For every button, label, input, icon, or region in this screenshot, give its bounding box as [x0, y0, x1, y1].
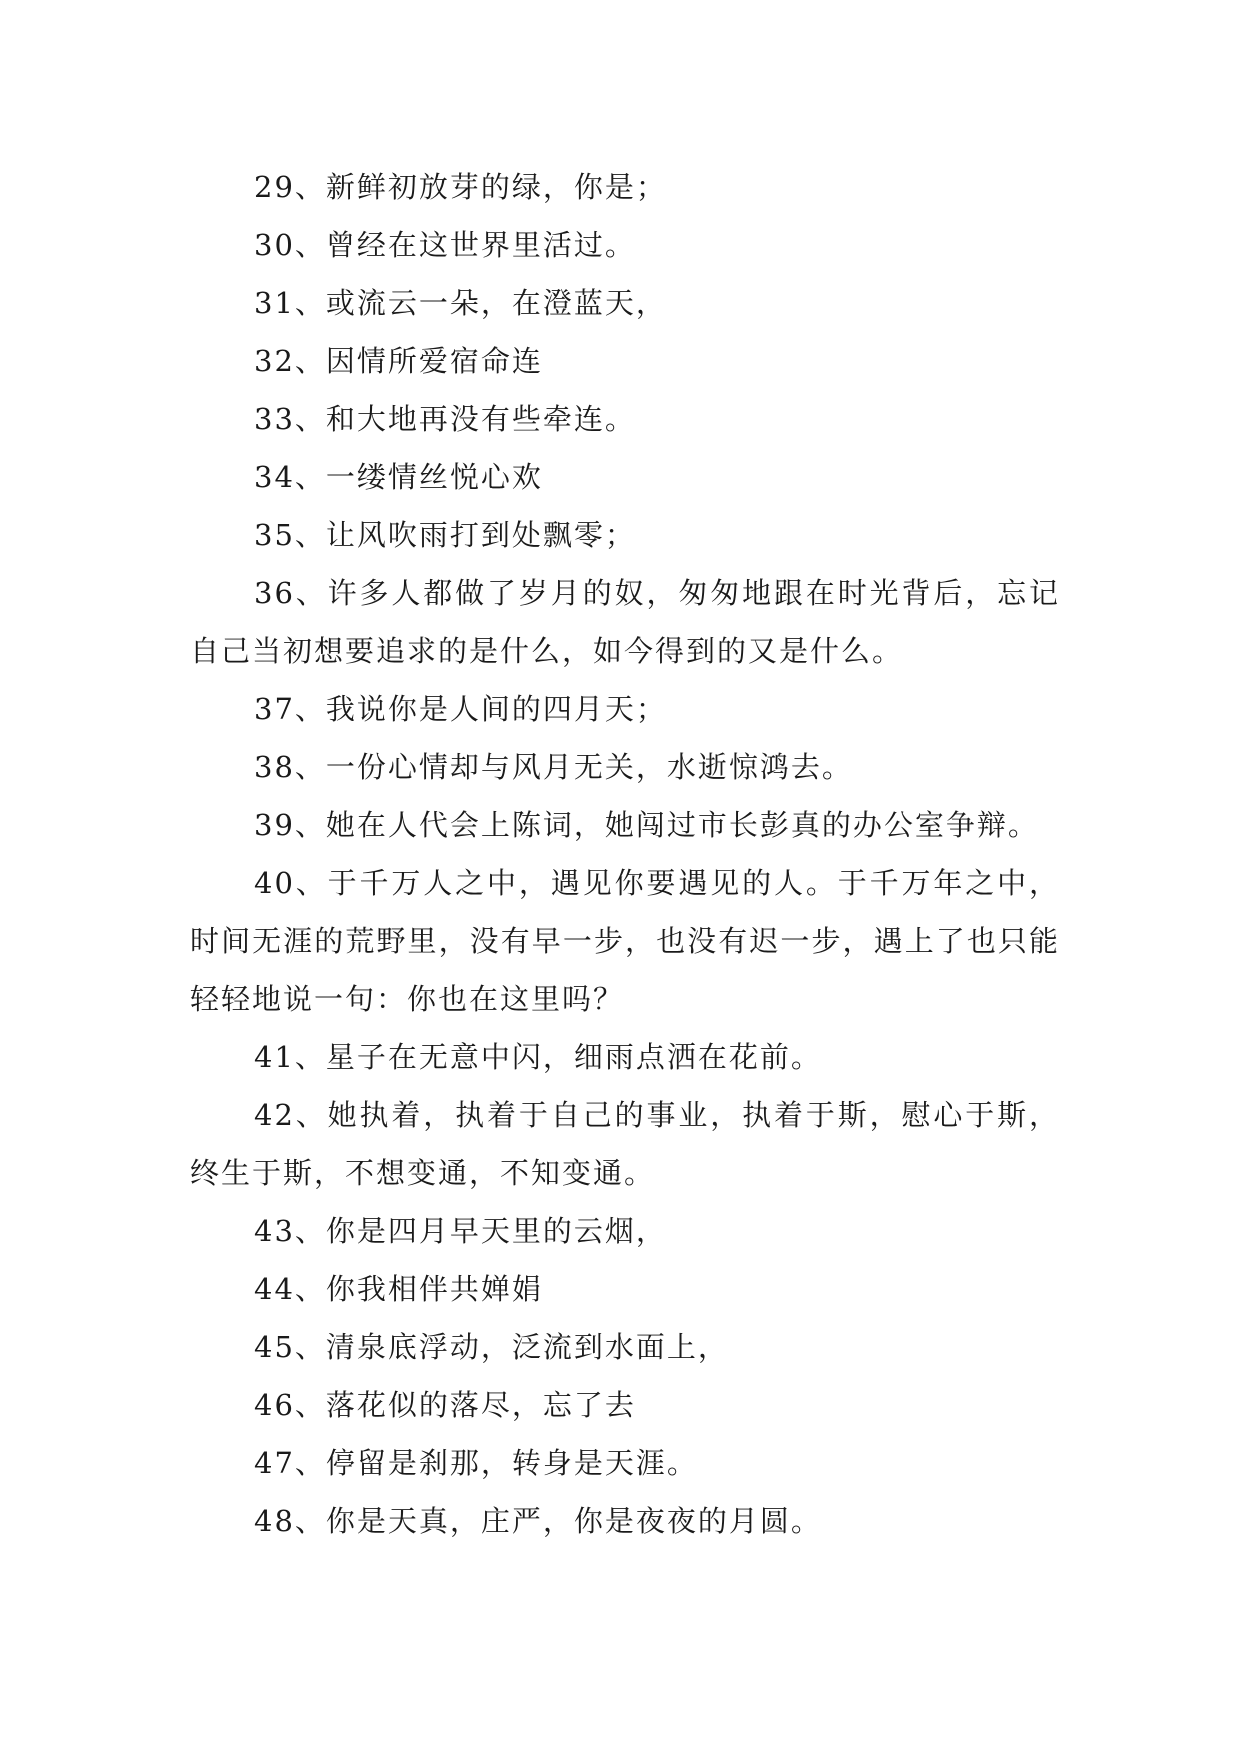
paragraph-42: 42、她执着，执着于自己的事业，执着于斯，慰心于斯，终生于斯，不想变通，不知变通。 [190, 1098, 1060, 1190]
paragraph-39: 39、她在人代会上陈词，她闯过市长彭真的办公室争辩。 [254, 808, 1039, 842]
paragraph-35: 35、让风吹雨打到处飘零； [254, 518, 636, 552]
paragraph-44: 44、你我相伴共婵娟 [254, 1272, 543, 1306]
paragraph-45: 45、清泉底浮动，泛流到水面上， [254, 1330, 729, 1364]
paragraph-34: 34、一缕情丝悦心欢 [254, 460, 543, 494]
paragraph-31: 31、或流云一朵，在澄蓝天， [254, 286, 667, 320]
paragraph-38: 38、一份心情却与风月无关，水逝惊鸿去。 [254, 750, 853, 784]
paragraph-37: 37、我说你是人间的四月天； [254, 692, 667, 726]
paragraph-33: 33、和大地再没有些牵连。 [254, 402, 636, 436]
paragraph-36: 36、许多人都做了岁月的奴，匆匆地跟在时光背后，忘记自己当初想要追求的是什么，如今得到的又是什么。 [190, 576, 1060, 668]
paragraph-40: 40、于千万人之中，遇见你要遇见的人。于千万年之中，时间无涯的荒野里，没有早一步，也没有迟一步，遇上了也只能轻轻地说一句：你也在这里吗？ [190, 866, 1060, 1016]
paragraph-48: 48、你是天真，庄严，你是夜夜的月圆。 [254, 1504, 822, 1538]
paragraph-47: 47、停留是刹那，转身是天涯。 [254, 1446, 698, 1480]
paragraph-32: 32、因情所爱宿命连 [254, 344, 543, 378]
paragraph-30: 30、曾经在这世界里活过。 [254, 228, 636, 262]
paragraph-41: 41、星子在无意中闪，细雨点洒在花前。 [254, 1040, 822, 1074]
paragraph-46: 46、落花似的落尽，忘了去 [254, 1388, 636, 1422]
paragraph-29: 29、新鲜初放芽的绿，你是； [254, 170, 667, 204]
document-body [190, 158, 1060, 1550]
paragraph-43: 43、你是四月早天里的云烟， [254, 1214, 667, 1248]
